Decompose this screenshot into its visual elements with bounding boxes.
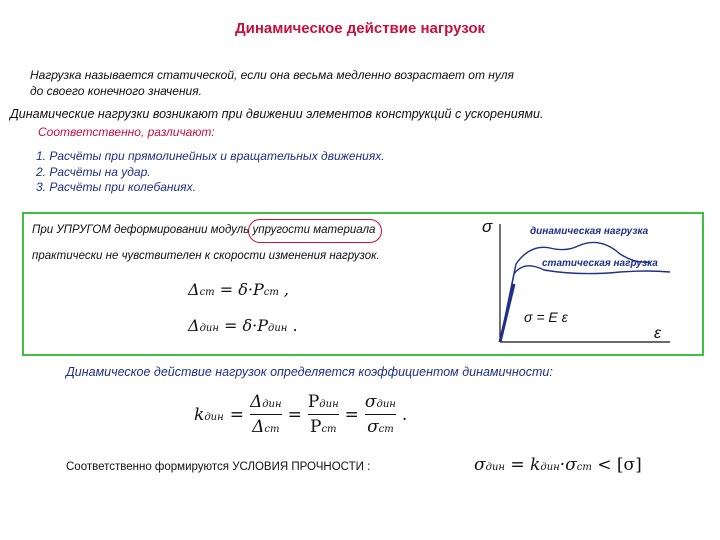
dynamic-label: динамическая нагрузка bbox=[530, 226, 649, 237]
formula-symbol: = δ·P bbox=[219, 280, 264, 299]
fraction-p: $\frac{\text{Pдин}}{\text{Pст}}$ bbox=[307, 392, 339, 437]
formula-sub: дин bbox=[268, 323, 288, 334]
intro-line-1: Нагрузка называется статической, если она весьма медленно возрастает от нуля bbox=[30, 68, 514, 82]
strength-formula: σдин = kдин·σст < [σ] bbox=[474, 455, 642, 475]
fraction-delta: $\frac{\text{Δдин}}{\text{Δст}}$ bbox=[249, 392, 282, 437]
formula-delta-din bbox=[188, 316, 298, 335]
x-axis-label: ε bbox=[654, 325, 662, 342]
formula-period: . bbox=[401, 404, 408, 425]
box-line-1b: модуль упругости bbox=[210, 224, 311, 236]
formula-symbol: , bbox=[283, 280, 290, 299]
formula-symbol: = δ·P bbox=[224, 316, 269, 335]
dynamic-coefficient-formula bbox=[194, 392, 407, 437]
list-item: 1. Расчёты при прямолинейных и вращательных движениях. bbox=[36, 149, 385, 163]
linear-segment bbox=[500, 284, 514, 342]
box-line-1c: материала bbox=[313, 224, 376, 236]
page-title: Динамическое действие нагрузок bbox=[234, 20, 486, 37]
formula-sub: дин bbox=[199, 323, 219, 334]
box-line-1a: При УПРУГОМ деформировании bbox=[32, 224, 208, 236]
strength-text: Соответственно формируются УСЛОВИЯ ПРОЧНОСТИ : bbox=[66, 461, 371, 473]
formula-symbol: Δ bbox=[188, 280, 200, 299]
fraction-sigma: $\frac{\text{σдин}}{\text{σст}}$ bbox=[364, 392, 396, 437]
formula-sub: ст bbox=[263, 287, 279, 298]
box-line-1 bbox=[32, 224, 375, 236]
coef-text: Динамическое действие нагрузок определяется коэффициентом динамичности: bbox=[66, 365, 553, 379]
static-curve bbox=[500, 266, 670, 342]
formula-sub: ст bbox=[199, 287, 215, 298]
intro-line-2: до своего конечного значения. bbox=[30, 84, 202, 98]
y-axis-label: σ bbox=[482, 217, 493, 236]
equals-sign: = bbox=[287, 404, 302, 425]
hooke-law: σ = E ε bbox=[524, 309, 568, 325]
list-item: 3. Расчёты при колебаниях. bbox=[36, 180, 196, 194]
formula-symbol: Δ bbox=[188, 316, 200, 335]
equals-sign: = bbox=[229, 404, 244, 425]
box-line-2: практически не чувствителен к скорости изменения нагрузок. bbox=[32, 250, 380, 262]
formula-symbol: . bbox=[292, 316, 298, 335]
stress-strain-graph bbox=[470, 214, 698, 350]
intro-line-3: Динамические нагрузки возникают при движении элементов конструкций с ускорениями. bbox=[10, 107, 544, 121]
list-item: 2. Расчёты на удар. bbox=[36, 165, 151, 179]
formula-delta-st bbox=[188, 280, 289, 299]
equals-sign: = bbox=[344, 404, 359, 425]
intro-line-4: Соответственно, различают: bbox=[38, 125, 215, 139]
k-symbol: kдин bbox=[194, 404, 224, 425]
static-label: статическая нагрузка bbox=[542, 258, 658, 269]
